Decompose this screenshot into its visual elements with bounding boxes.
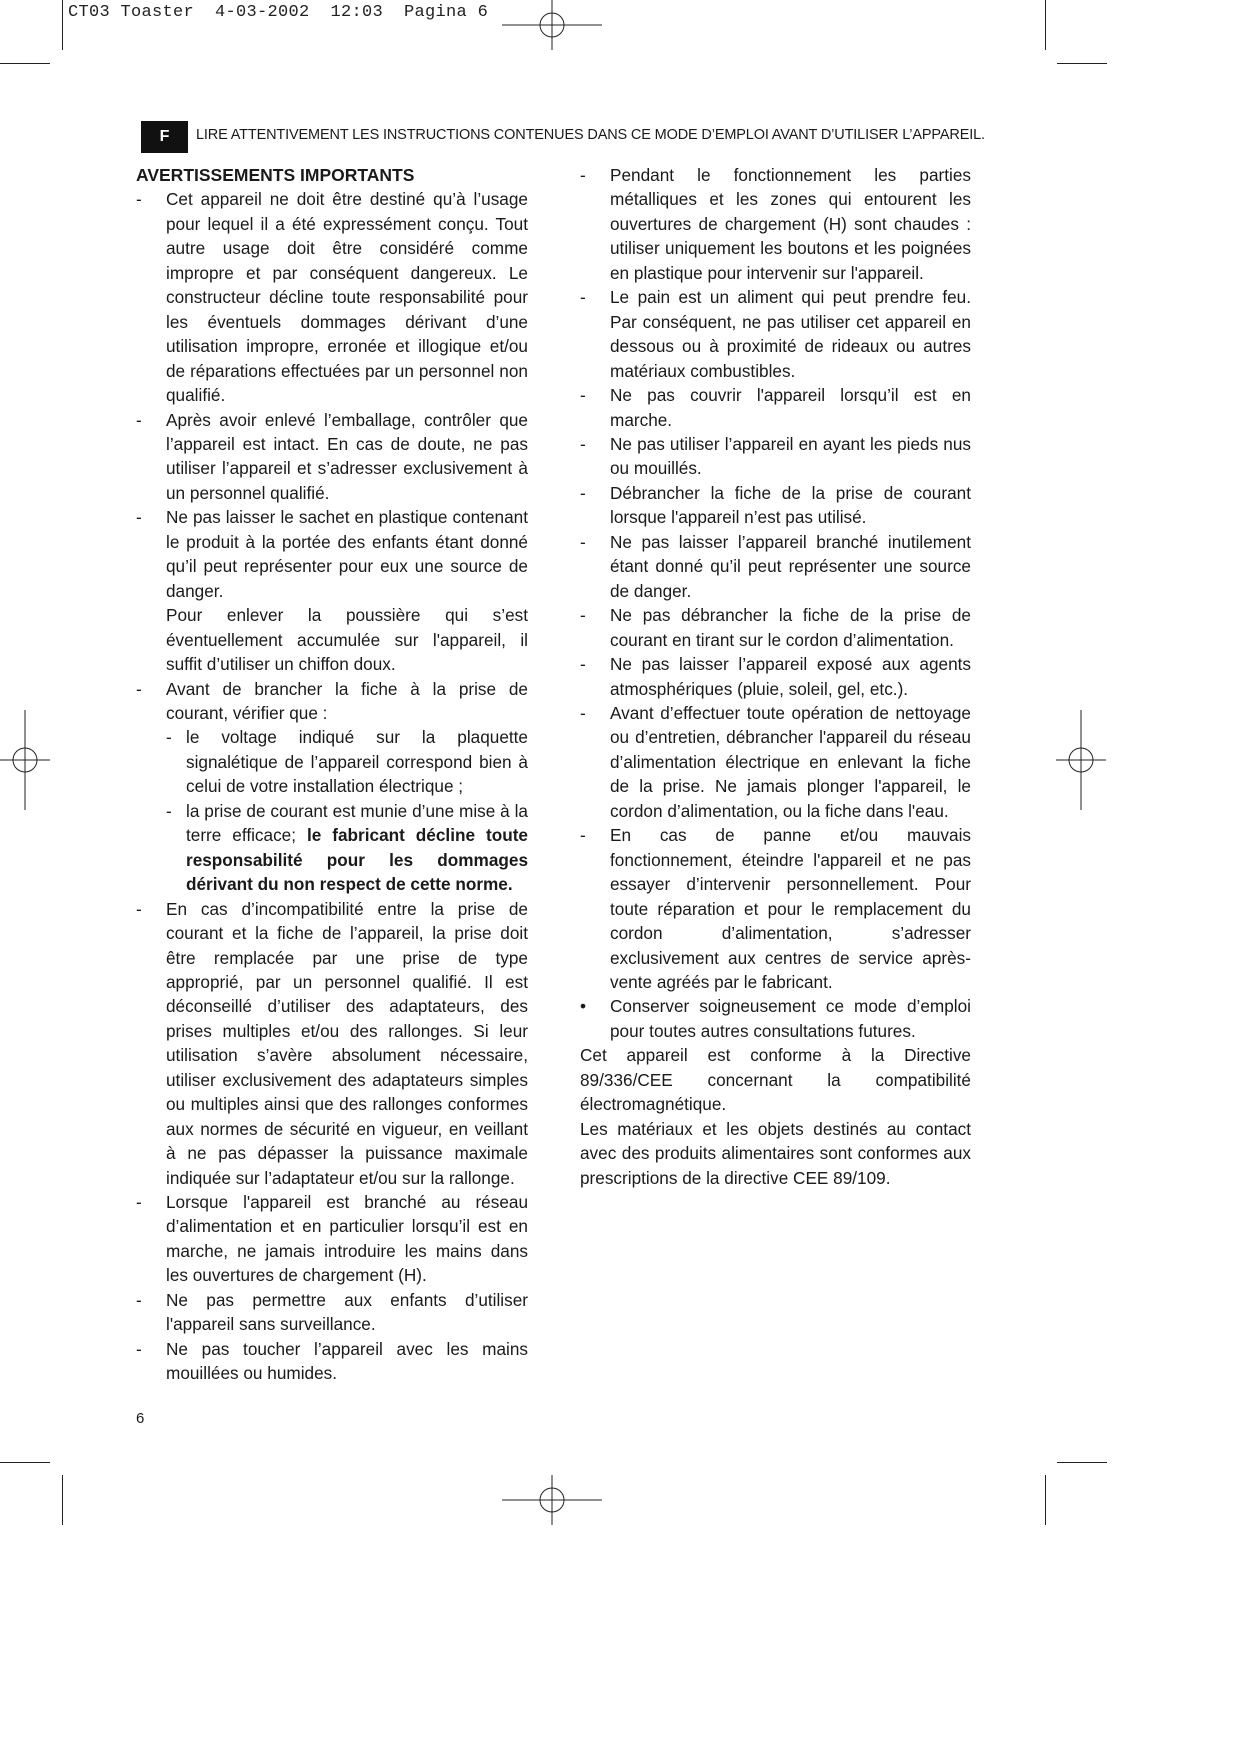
- page-number: 6: [136, 1410, 145, 1427]
- conformity-paragraph: Cet appareil est conforme à la Directive 89/336/CEE concernant la compatibilité électromagnétique.: [580, 1045, 971, 1115]
- sub-list-item: - le voltage indiqué sur la plaquette signalétique de l’appareil correspond bien à celui de votre installation électrique ;: [166, 727, 528, 797]
- crop-mark-bottom-right-vertical: [1045, 1475, 1046, 1525]
- sub-list-item: - la prise de courant est munie d’une mise à la terre efficace; le fabricant décline toute responsabilité pour les dommages dérivant du non respect de cette norme.: [166, 800, 528, 895]
- crop-mark-bottom-left-vertical: [62, 1475, 63, 1525]
- crop-mark-top-left-vertical: [62, 0, 63, 50]
- sub-list: [136, 725, 528, 896]
- print-slug-header: CT03 Toaster 4-03-2002 12:03 Pagina 6: [68, 3, 489, 22]
- registration-mark-right: [1056, 710, 1106, 810]
- crop-mark-top-left-horizontal: [0, 63, 50, 64]
- list-item: - Cet appareil ne doit être destiné qu’à l’usage pour lequel il a été expressément conçu. Tout autre usage doit être considéré comme impropre et par conséquent dangereux. Le constructeur décline toute responsabilité pour les éventuels dommages dérivant d’une utilisation impropre, erronée et illogique et/ou de réparations effectuées par un personnel non qualifié.: [136, 189, 528, 406]
- instructions-notice: LIRE ATTENTIVEMENT LES INSTRUCTIONS CONTENUES DANS CE MODE D’EMPLOI AVANT D’UTILISER L’APPAREIL.: [196, 127, 985, 143]
- list-item-bullet: • Conserver soigneusement ce mode d’emploi pour toutes autres consultations futures.: [580, 996, 971, 1041]
- list-item: - Ne pas couvrir l'appareil lorsqu’il est en marche.: [580, 385, 971, 430]
- registration-mark-left: [0, 710, 50, 810]
- liability-disclaimer: le fabricant décline toute responsabilité pour les dommages dérivant du non respect de cette norme.: [186, 825, 528, 895]
- dust-paragraph: Pour enlever la poussière qui s’est éventuellement accumulée sur l'appareil, il suffit d’utiliser un chiffon doux.: [166, 605, 528, 675]
- list-item: - Lorsque l'appareil est branché au réseau d’alimentation et en particulier lorsqu’il est en marche, ne jamais introduire les mains dans les ouvertures de chargement (H).: [136, 1192, 528, 1286]
- conformity-paragraph: Les matériaux et les objets destinés au contact avec des produits alimentaires sont conformes aux prescriptions de la directive CEE 89/109.: [580, 1118, 971, 1188]
- registration-mark-bottom: [502, 1475, 602, 1525]
- list-item: - Ne pas utiliser l’appareil en ayant les pieds nus ou mouillés.: [580, 433, 971, 479]
- language-badge: F: [141, 121, 188, 153]
- registration-mark-top: [502, 0, 602, 50]
- list-item: - Ne pas débrancher la fiche de la prise de courant en tirant sur le cordon d’alimentation.: [580, 605, 971, 650]
- list-item: - Ne pas laisser le sachet en plastique contenant le produit à la portée des enfants étant donné qu’il peut représenter pour eux une source de danger.: [136, 507, 528, 601]
- section-heading: AVERTISSEMENTS IMPORTANTS: [136, 165, 415, 185]
- crop-mark-top-right-horizontal: [1057, 63, 1107, 64]
- list-item: - Débrancher la fiche de la prise de courant lorsque l'appareil n’est pas utilisé.: [580, 482, 971, 528]
- list-item: - En cas de panne et/ou mauvais fonctionnement, éteindre l'appareil et ne pas essayer d’intervenir personnellement. Pour toute réparation et pour le remplacement du cordon d’alimentation, s’adresser exclusivement aux centres de service après-vente agréés par le fabricant.: [580, 825, 971, 992]
- list-item: - Le pain est un aliment qui peut prendre feu. Par conséquent, ne pas utiliser cet appareil en dessous ou à proximité de rideaux ou autres matériaux combustibles.: [580, 287, 971, 381]
- list-item: - Pendant le fonctionnement les parties métalliques et les zones qui entourent les ouvertures de chargement (H) sont chaudes : utiliser uniquement les boutons et les poignées en plastique pour intervenir sur l'appareil.: [580, 165, 971, 283]
- list-item: - Après avoir enlevé l’emballage, contrôler que l’appareil est intact. En cas de doute, ne pas utiliser l’appareil et s’adresser exclusivement à un personnel qualifié.: [136, 409, 528, 503]
- list-item: - Avant de brancher la fiche à la prise de courant, vérifier que :: [136, 678, 528, 723]
- list-item: - Ne pas laisser l’appareil branché inutilement étant donné qu’il peut représenter une source de danger.: [580, 531, 971, 601]
- crop-mark-top-right-vertical: [1045, 0, 1046, 50]
- crop-mark-bottom-right-horizontal: [1057, 1462, 1107, 1463]
- left-column: [136, 163, 528, 1386]
- list-item: - En cas d’incompatibilité entre la prise de courant et la fiche de l’appareil, la prise doit être remplacée par une prise de type approprié, par un personnel qualifié. Il est déconseillé d’utiliser des adaptateurs, des prises multiples et/ou des rallonges. Si leur utilisation s’avère absolument nécessaire, utiliser exclusivement des adaptateurs simples ou multiples ainsi que des rallonges conformes aux normes de sécurité en vigueur, en veillant à ne pas dépasser la puissance maximale indiquée sur l’adaptateur et/ou sur la rallonge.: [136, 898, 528, 1188]
- crop-mark-bottom-left-horizontal: [0, 1462, 50, 1463]
- list-item: - Ne pas toucher l’appareil avec les mains mouillées ou humides.: [136, 1338, 528, 1384]
- list-item: - Ne pas permettre aux enfants d’utiliser l'appareil sans surveillance.: [136, 1289, 528, 1335]
- list-item: - Avant d’effectuer toute opération de nettoyage ou d’entretien, débrancher l'appareil du réseau d’alimentation électrique en enlevant la fiche de la prise. Ne jamais plonger l'appareil, le cordon d’alimentation, ou la fiche dans l'eau.: [580, 702, 971, 821]
- list-item: - Ne pas laisser l’appareil exposé aux agents atmosphériques (pluie, soleil, gel, etc.).: [580, 654, 971, 699]
- right-column: [580, 163, 971, 1190]
